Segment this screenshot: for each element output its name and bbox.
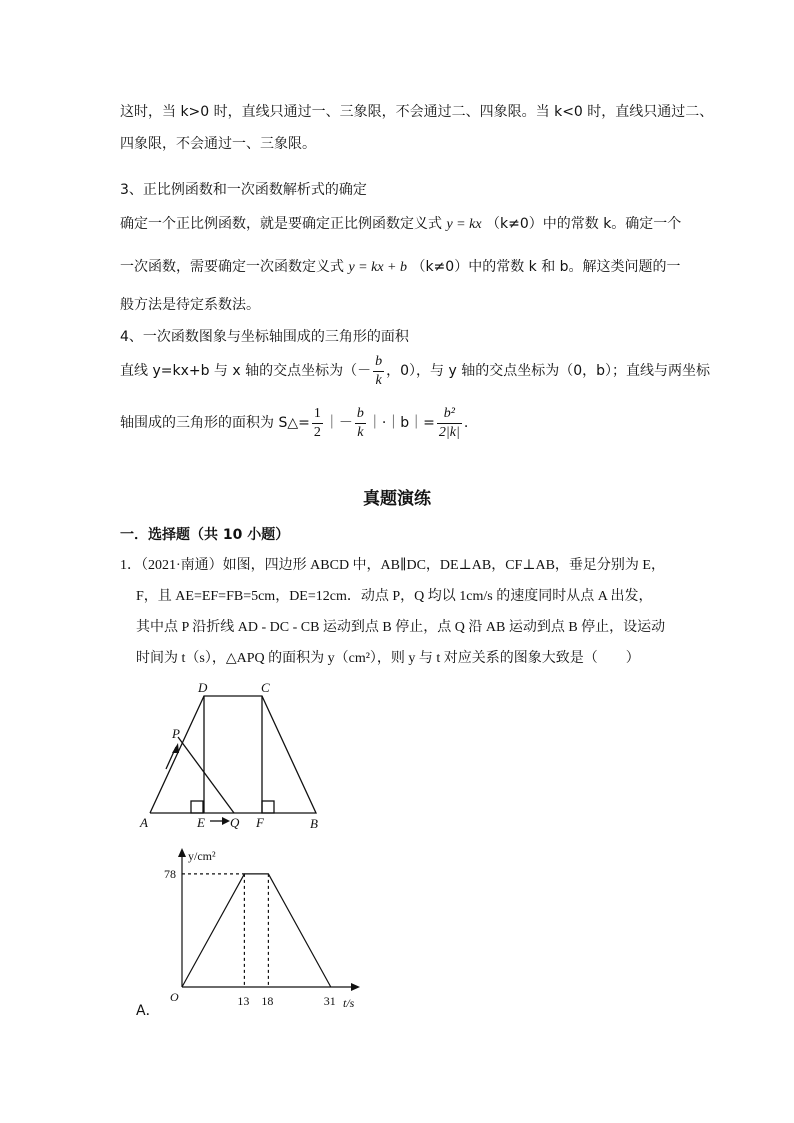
trapezoid-outline <box>150 696 316 813</box>
label-D: D <box>198 680 208 695</box>
sec3-line2-a: 一次函数，需要确定一次函数定义式 <box>120 259 344 275</box>
fraction-b2-over-2k <box>437 405 462 442</box>
frac-numerator: b <box>355 405 366 424</box>
frac-denominator: k <box>357 424 364 440</box>
question1-line1: 1．（2021·南通）如图，四边形 ABCD 中，AB∥DC，DE⊥AB，CF⊥AB，垂足分别为 E， <box>120 558 665 573</box>
question1-line4: 时间为 t（s），△APQ 的面积为 y（cm²），则 y 与 t 对应关系的图象大致是（ ） <box>136 651 640 666</box>
x-tick-label: 18 <box>261 994 274 1008</box>
page-title: 真题演练 <box>363 489 431 509</box>
question1-line3: 其中点 P 沿折线 AD - DC - CB 运动到点 B 停止，点 Q 沿 AB 运动到点 B 停止，设运动 <box>136 620 666 635</box>
right-angle-E <box>191 801 203 813</box>
fraction-b-over-k <box>373 353 384 390</box>
sec3-line1-formula: y = kx <box>446 217 482 232</box>
sec4-line1-a: 直线 y=kx+b 与 x 轴的交点坐标为（－ <box>120 363 372 379</box>
x-tick-label: 31 <box>323 994 336 1008</box>
graph-trapezoid-line <box>182 874 331 987</box>
origin-label: O <box>170 990 179 1004</box>
sec4-line2-mid1: ｜－ <box>324 415 353 431</box>
x-axis-arrow <box>351 983 360 991</box>
label-F: F <box>256 815 264 830</box>
frac-denominator: 2|k| <box>438 424 460 440</box>
sec4-line2-a: 轴围成的三角形的面积为 S△= <box>120 415 310 431</box>
y-axis-arrow <box>178 848 186 857</box>
fraction-b-over-k-2 <box>355 405 366 442</box>
label-C: C <box>261 680 270 695</box>
sec3-line3: 般方法是待定系数法。 <box>120 297 260 313</box>
para1-line2: 四象限，不会通过一、三象限。 <box>120 136 316 152</box>
frac-numerator: b² <box>437 405 462 424</box>
sec3-line2-b: （k≠0）中的常数 k 和 b。解这类问题的一 <box>411 259 681 275</box>
sec4-line2 <box>120 402 468 444</box>
label-A: A <box>140 815 148 830</box>
x-tick-label: 13 <box>237 994 250 1008</box>
trapezoid-figure <box>130 675 340 835</box>
question1-line2: F，且 AE=EF=FB=5cm，DE=12cm．动点 P，Q 均以 1cm/s 的速度同时从点 A 出发， <box>136 589 653 604</box>
sec3-line2 <box>120 257 681 278</box>
frac-numerator: b <box>373 353 384 372</box>
sec4-line2-mid2: ｜·｜b｜= <box>367 415 435 431</box>
frac-denominator: k <box>375 372 382 388</box>
frac-denominator: 2 <box>313 424 321 440</box>
y-tick-label: 78 <box>164 866 176 881</box>
x-axis-label: t/s <box>343 996 355 1010</box>
option-a-letter: A． <box>136 1003 160 1019</box>
right-angle-F <box>262 801 274 813</box>
arrow-Q-head <box>222 817 230 825</box>
sec3-line2-formula: y = kx + b <box>348 260 407 275</box>
sec3-heading: 3、正比例函数和一次函数解析式的确定 <box>120 182 367 198</box>
arrow-P-head <box>172 743 179 753</box>
label-B: B <box>310 816 318 831</box>
sec4-line1 <box>120 350 710 392</box>
sec4-line2-end: . <box>463 415 469 431</box>
fraction-half <box>312 405 323 442</box>
sec3-line1-b: （k≠0）中的常数 k。确定一个 <box>486 216 682 232</box>
sec3-line1-a: 确定一个正比例函数，就是要确定正比例函数定义式 <box>120 216 442 232</box>
para1-line1: 这时，当 k>0 时，直线只通过一、三象限，不会通过二、四象限。当 k<0 时，直线只通过二、 <box>120 104 714 120</box>
label-P: P <box>172 726 180 741</box>
frac-numerator: 1 <box>312 405 323 424</box>
label-E: E <box>197 815 205 830</box>
label-Q: Q <box>230 815 240 830</box>
segment-PQ <box>178 737 234 813</box>
y-axis-label: y/cm² <box>188 849 216 863</box>
sec4-heading: 4、一次函数图象与坐标轴围成的三角形的面积 <box>120 329 409 345</box>
sec3-line1 <box>120 214 681 235</box>
option-a-graph <box>150 845 370 1015</box>
sec4-line1-b: ，0），与 y 轴的交点坐标为（0，b）；直线与两坐标 <box>386 363 711 379</box>
section-heading: 一．选择题（共 10 小题） <box>120 527 290 543</box>
